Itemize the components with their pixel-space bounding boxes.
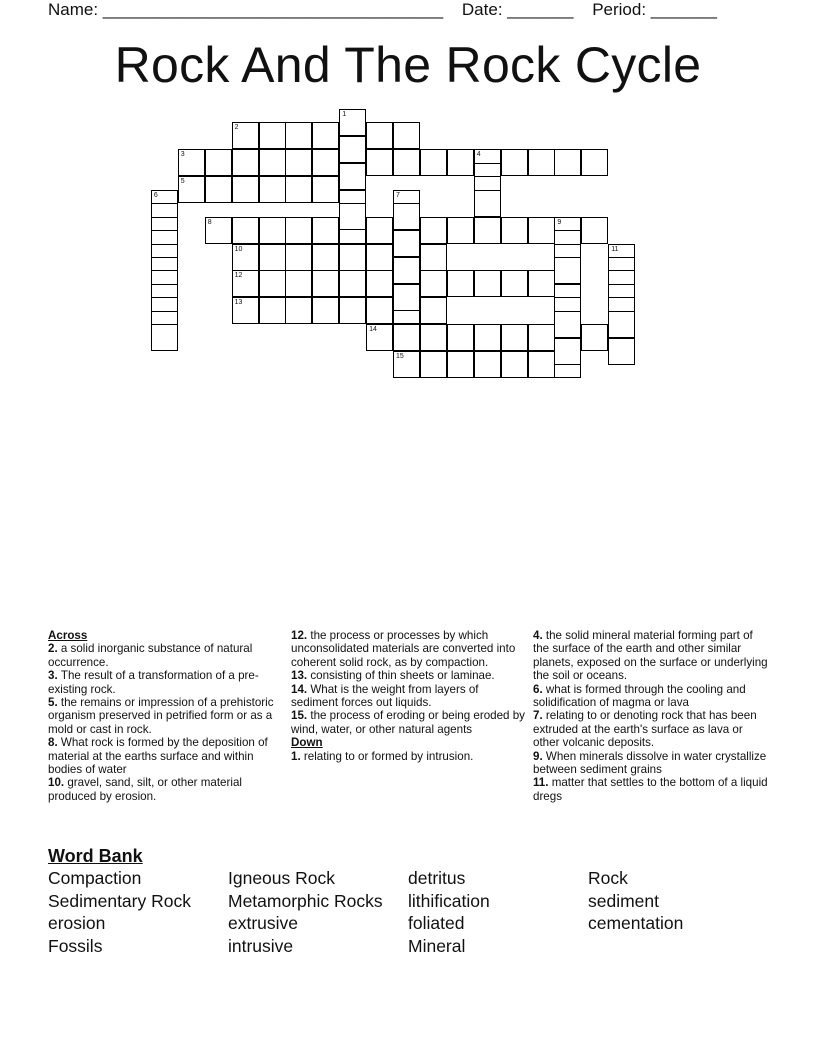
grid-cell[interactable] <box>501 217 528 244</box>
grid-cell[interactable] <box>420 270 447 297</box>
grid-cell[interactable] <box>232 297 259 324</box>
word-bank-item: extrusive <box>228 913 299 934</box>
grid-cell[interactable] <box>312 297 339 324</box>
down-clue <box>533 683 769 710</box>
word-bank-item: lithification <box>408 890 490 911</box>
grid-cell[interactable] <box>366 297 393 324</box>
across-clue <box>48 642 284 669</box>
grid-cell[interactable] <box>420 324 447 351</box>
clue-number: 14 <box>369 326 377 334</box>
clue-number: 2 <box>234 124 239 132</box>
grid-cell[interactable] <box>447 324 474 351</box>
grid-cell[interactable] <box>501 351 528 378</box>
clue-number: 8. <box>48 736 61 750</box>
clue-number: 12. <box>291 629 311 642</box>
across-clue <box>48 736 284 776</box>
grid-cell[interactable] <box>393 324 420 351</box>
grid-cell[interactable] <box>474 217 501 244</box>
clue-number: 13. <box>291 669 311 683</box>
across-clue <box>291 683 527 710</box>
clue-number: 5 <box>180 178 185 186</box>
grid-cell[interactable] <box>393 257 420 284</box>
grid-cell[interactable] <box>285 176 312 203</box>
across-heading: Across <box>48 629 88 642</box>
clue-number: 7 <box>396 191 400 199</box>
clue-text: When minerals dissolve in water crystallize between sediment grains <box>533 749 767 777</box>
grid-cell[interactable] <box>420 297 447 324</box>
across-clue <box>48 776 284 803</box>
word-bank-item: Sedimentary Rock <box>48 890 191 911</box>
grid-cell[interactable] <box>447 149 474 176</box>
grid-cell[interactable] <box>447 351 474 378</box>
date-field[interactable]: Date: _______ <box>461 0 574 19</box>
grid-cell[interactable] <box>312 244 339 271</box>
grid-cell[interactable] <box>285 270 312 297</box>
clue-text: what is formed through the cooling and solidification of magma or lava <box>533 682 746 710</box>
clue-number: 10 <box>234 245 243 253</box>
across-clue <box>48 669 284 696</box>
grid-cell[interactable] <box>285 122 312 149</box>
grid-cell[interactable] <box>232 122 259 149</box>
clue-number: 8 <box>207 218 212 226</box>
grid-cell[interactable] <box>178 176 205 203</box>
grid-cell[interactable] <box>528 149 555 176</box>
period-field[interactable]: Period: _______ <box>592 0 717 19</box>
grid-cell[interactable] <box>339 297 366 324</box>
grid-cell[interactable] <box>339 203 366 230</box>
clue-text: the remains or impression of a prehistoric organism preserved in petrified form or as a mold or cast in rock. <box>48 696 274 736</box>
grid-cell[interactable] <box>393 230 420 257</box>
word-bank-item: Igneous Rock <box>228 868 336 888</box>
grid-cell[interactable] <box>259 270 286 297</box>
grid-cell[interactable] <box>366 324 393 351</box>
clue-number: 1 <box>342 111 347 118</box>
clue-number: 3. <box>48 669 61 683</box>
grid-cell[interactable] <box>554 311 581 338</box>
clue-number: 9. <box>533 749 546 763</box>
grid-cell[interactable] <box>581 217 608 244</box>
word-bank-item: intrusive <box>228 935 294 956</box>
grid-cell[interactable] <box>474 190 501 217</box>
grid-cell[interactable] <box>312 122 339 149</box>
across-clue <box>291 709 527 736</box>
clue-text: consisting of thin sheets or laminae. <box>310 669 495 683</box>
clue-number: 3 <box>180 151 185 159</box>
grid-cell[interactable] <box>366 149 393 176</box>
grid-cell[interactable] <box>420 149 447 176</box>
grid-cell[interactable] <box>366 217 393 244</box>
grid-cell[interactable] <box>528 217 555 244</box>
grid-cell[interactable] <box>447 217 474 244</box>
clue-text: the process of eroding or being eroded by wind, water, or other natural agents <box>291 709 525 736</box>
clue-text: What rock is formed by the deposition of material at the earths surface and within bodies of water <box>48 736 268 777</box>
grid-cell[interactable] <box>366 270 393 297</box>
down-clue <box>533 776 769 803</box>
word-bank-item: cementation <box>588 913 684 934</box>
clue-text: The result of a transformation of a pre-existing rock. <box>48 669 259 696</box>
grid-cell[interactable] <box>339 163 366 190</box>
grid-cell[interactable] <box>205 217 232 244</box>
clue-text: matter that settles to the bottom of a liquid dregs <box>533 776 768 803</box>
clue-number: 14. <box>291 682 311 696</box>
clue-text: a solid inorganic substance of natural occurrence. <box>48 642 253 669</box>
grid-cell[interactable] <box>501 149 528 176</box>
clue-number: 6 <box>153 191 158 199</box>
clue-number: 4. <box>533 629 546 642</box>
clue-text: What is the weight from layers of sediment forces out liquids. <box>291 682 479 710</box>
grid-cell[interactable] <box>259 297 286 324</box>
grid-cell[interactable] <box>528 270 555 297</box>
down-clue <box>533 629 769 683</box>
clue-number: 11. <box>533 776 552 790</box>
grid-cell[interactable] <box>339 109 366 136</box>
grid-cell[interactable] <box>285 244 312 271</box>
grid-cell[interactable] <box>232 270 259 297</box>
clue-number: 13 <box>234 299 243 307</box>
clue-number: 7. <box>533 709 546 723</box>
across-clue <box>48 696 284 736</box>
clue-number: 1. <box>291 749 304 763</box>
clue-number: 11 <box>611 245 619 253</box>
grid-cell[interactable] <box>232 244 259 271</box>
grid-cell[interactable] <box>420 244 447 271</box>
clue-text: relating to or denoting rock that has been extruded at the earth's surface as lava or other volcanic deposits. <box>533 709 757 750</box>
grid-cell[interactable] <box>393 149 420 176</box>
grid-cell[interactable] <box>205 176 232 203</box>
word-bank-title: Word Bank <box>48 846 143 866</box>
grid-cell[interactable] <box>259 244 286 271</box>
grid-cell[interactable] <box>501 270 528 297</box>
grid-cell[interactable] <box>366 122 393 149</box>
grid-cell[interactable] <box>420 217 447 244</box>
clue-text: gravel, sand, silt, or other material produced by erosion. <box>48 776 242 803</box>
grid-cell[interactable] <box>205 149 232 176</box>
grid-cell[interactable] <box>393 351 420 378</box>
clues-column-1 <box>48 629 284 803</box>
clue-number: 9 <box>557 218 562 226</box>
clue-number: 15. <box>291 709 311 723</box>
grid-cell[interactable] <box>339 244 366 271</box>
grid-cell[interactable] <box>393 122 420 149</box>
grid-cell[interactable] <box>581 324 608 351</box>
grid-cell[interactable] <box>259 176 286 203</box>
grid-cell[interactable] <box>447 270 474 297</box>
grid-cell[interactable] <box>151 324 178 351</box>
clue-text: the solid mineral material forming part of the surface of the earth and other similar planets, exposed on the surface or underlying the soil or oceans. <box>533 629 768 683</box>
clue-number: 15 <box>396 353 404 361</box>
grid-cell[interactable] <box>232 176 259 203</box>
word-bank-item: detritus <box>408 868 466 888</box>
clues-column-3 <box>533 629 769 803</box>
clue-number: 4 <box>476 151 481 159</box>
word-bank-item: Rock <box>588 868 628 888</box>
clue-text: relating to or formed by intrusion. <box>303 749 474 763</box>
grid-cell[interactable] <box>528 324 555 351</box>
clue-number: 10. <box>48 776 68 790</box>
down-clue <box>291 750 527 763</box>
word-bank-item: Mineral <box>408 935 466 956</box>
grid-cell[interactable] <box>420 351 447 378</box>
grid-cell[interactable] <box>312 270 339 297</box>
down-clue <box>533 750 769 777</box>
grid-cell[interactable] <box>554 338 581 365</box>
grid-cell[interactable] <box>339 270 366 297</box>
grid-cell[interactable] <box>474 270 501 297</box>
clues-column-2 <box>291 629 527 763</box>
grid-cell[interactable] <box>285 297 312 324</box>
grid-cell[interactable] <box>501 324 528 351</box>
clue-text: the process or processes by which unconsolidated materials are converted into coherent solid rock, as by compaction. <box>291 629 516 669</box>
across-clue <box>291 669 527 682</box>
word-bank-item: Metamorphic Rocks <box>228 890 383 911</box>
page-title: Rock And The Rock Cycle <box>114 37 702 93</box>
grid-cell[interactable] <box>312 149 339 176</box>
grid-cell[interactable] <box>259 149 286 176</box>
down-heading: Down <box>291 736 323 750</box>
grid-cell[interactable] <box>474 324 501 351</box>
grid-cell[interactable] <box>285 149 312 176</box>
word-bank-item: Compaction <box>48 868 142 888</box>
word-bank-item: erosion <box>48 913 106 934</box>
grid-cell[interactable] <box>312 176 339 203</box>
clue-number: 6. <box>533 682 546 696</box>
clue-number: 2. <box>48 642 61 656</box>
grid-cell[interactable] <box>232 217 259 244</box>
grid-cell[interactable] <box>554 149 581 176</box>
across-clue <box>291 629 527 669</box>
word-bank-item: Fossils <box>48 935 103 956</box>
grid-cell[interactable] <box>366 244 393 271</box>
grid-cell[interactable] <box>393 284 420 311</box>
grid-cell[interactable] <box>581 149 608 176</box>
word-bank-item: sediment <box>588 890 660 911</box>
grid-cell[interactable] <box>232 149 259 176</box>
grid-cell[interactable] <box>393 203 420 230</box>
grid-cell[interactable] <box>259 122 286 149</box>
clue-number: 12 <box>234 272 243 280</box>
grid-cell[interactable] <box>312 217 339 244</box>
grid-cell[interactable] <box>608 311 635 338</box>
name-field[interactable]: Name: ____________________________________ <box>48 0 444 19</box>
down-clue <box>533 709 769 749</box>
grid-cell[interactable] <box>474 351 501 378</box>
grid-cell[interactable] <box>608 338 635 365</box>
clue-number: 5. <box>48 696 61 710</box>
grid-cell[interactable] <box>259 217 286 244</box>
grid-cell[interactable] <box>339 136 366 163</box>
grid-cell[interactable] <box>178 149 205 176</box>
grid-cell[interactable] <box>285 217 312 244</box>
grid-cell[interactable] <box>528 351 555 378</box>
grid-cell[interactable] <box>554 257 581 284</box>
word-bank-item: foliated <box>408 913 465 934</box>
